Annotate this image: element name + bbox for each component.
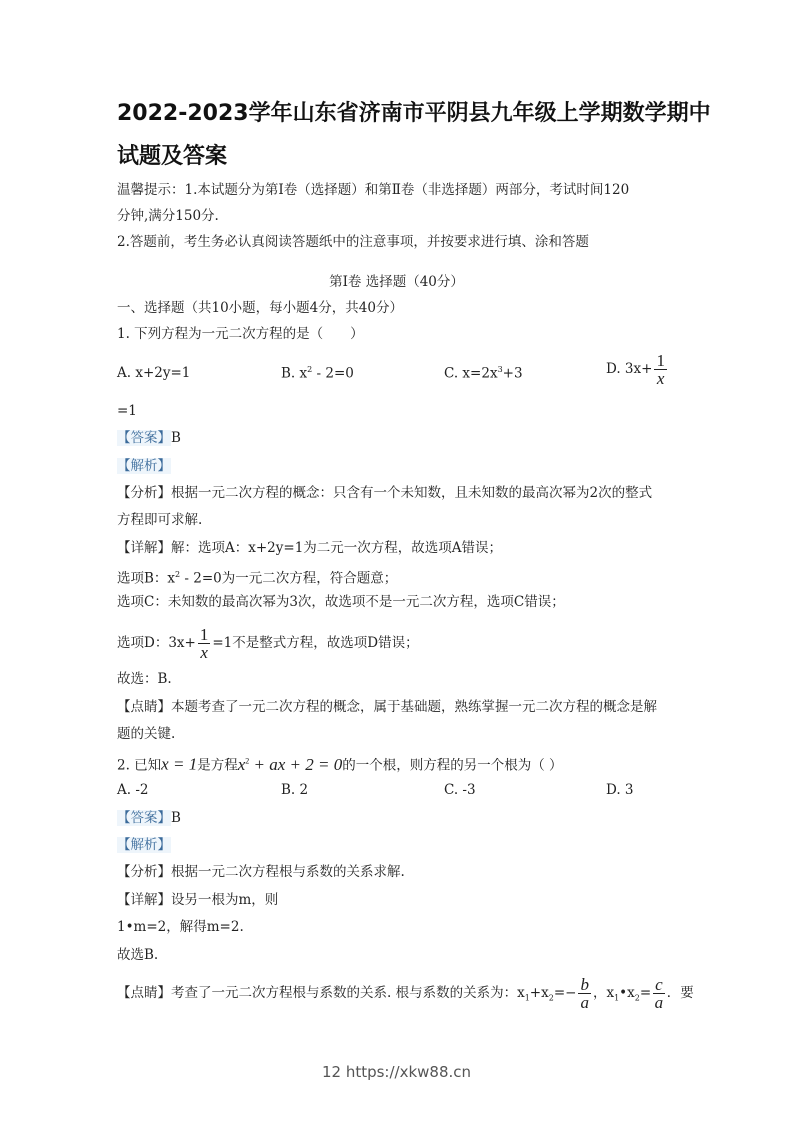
intro-line: 2.答题前，考生务必认真阅读答题纸中的注意事项，并按要求进行填、涂和答题 (117, 234, 589, 250)
doc-title-line2: 试题及答案 (117, 144, 228, 169)
answer-line: 【答案】B (117, 810, 181, 826)
answer-line: 【答案】B (117, 430, 181, 446)
option-c: C. $x=2x^3+3$ (444, 365, 523, 382)
analysis-line: 选项D：3x+ $\frac{1}{x}$ =1不是整式方程，故选项D错误； (117, 625, 419, 662)
page-footer: 12 https://xkw88.cn (321, 1063, 472, 1081)
analysis-line: 【详解】解：选项A：x+2y=1为二元一次方程，故选项A错误； (117, 540, 503, 556)
option-a: A. -2 (117, 782, 149, 798)
fraction: $\frac{c}{a}$ (654, 975, 664, 1012)
option-a: A. x+2y=1 (117, 365, 191, 381)
choose-line: 故选：B. (117, 671, 172, 687)
fraction: $\frac{b}{a}$ (580, 975, 589, 1012)
analysis-line: 【分析】根据一元二次方程根与系数的关系求解. (117, 864, 405, 880)
option-c: C. -3 (444, 782, 476, 798)
analysis-line: 选项C：未知数的最高次幂为3次，故选项不是一元二次方程，选项C错误； (117, 594, 565, 610)
answer-label: 【答案】 (117, 810, 171, 826)
comment-line: 【点睛】本题考查了一元二次方程的概念，属于基础题，熟练掌握一元二次方程的概念是解 (117, 699, 657, 715)
intro-line: 温馨提示：1.本试题分为第Ⅰ卷（选择题）和第Ⅱ卷（非选择题）两部分，考试时间120 (117, 182, 630, 198)
doc-title-line1: 2022-2023学年山东省济南市平阴县九年级上学期数学期中 (117, 101, 711, 126)
comment-line: 【点睛】考查了一元二次方程根与系数的关系. 根与系数的关系为：$x_1+x_2=-$ $\frac{b}{a}$ ，$x_1•x_2=$ $\frac{c}{a}$ ．要 (117, 975, 694, 1012)
analysis-line: 方程即可求解. (117, 512, 203, 528)
option-b: B. $x^2 - 2=0$ (281, 365, 354, 382)
analysis-label: 【解析】 (117, 837, 171, 853)
option-d-tail: =1 (117, 403, 137, 419)
analysis-line: 1•m=2，解得m=2. (117, 919, 244, 935)
intro-line: 分钟,满分150分. (117, 208, 219, 224)
choose-line: 故选B. (117, 947, 159, 963)
answer-label: 【答案】 (117, 430, 171, 446)
question-stem: 2. 已知x = 1是方程$x^2$ + ax + 2 = 0的一个根，则方程的另一个根为（ ） (117, 754, 563, 774)
analysis-label: 【解析】 (117, 458, 171, 474)
fraction: $\frac{1}{x}$ (199, 625, 209, 662)
analysis-line: 选项B：$x^2 - 2=0$为一元二次方程，符合题意； (117, 570, 398, 587)
question-stem: 1. 下列方程为一元二次方程的是（ ） (117, 326, 364, 342)
option-d: D. 3 (606, 782, 634, 798)
option-d: D. 3x+ $\frac{1}{x}$ (606, 351, 665, 388)
fraction: $\frac{1}{x}$ (656, 351, 665, 388)
comment-line: 题的关键. (117, 726, 176, 742)
section-title: 第Ⅰ卷 选择题（40分） (329, 274, 464, 290)
analysis-line: 【详解】设另一根为m，则 (117, 892, 279, 908)
option-b: B. 2 (281, 782, 309, 798)
analysis-line: 【分析】根据一元二次方程的概念：只含有一个未知数，且未知数的最高次幂为2次的整式 (117, 485, 653, 501)
part-title: 一、选择题（共10小题，每小题4分，共40分） (117, 300, 403, 316)
